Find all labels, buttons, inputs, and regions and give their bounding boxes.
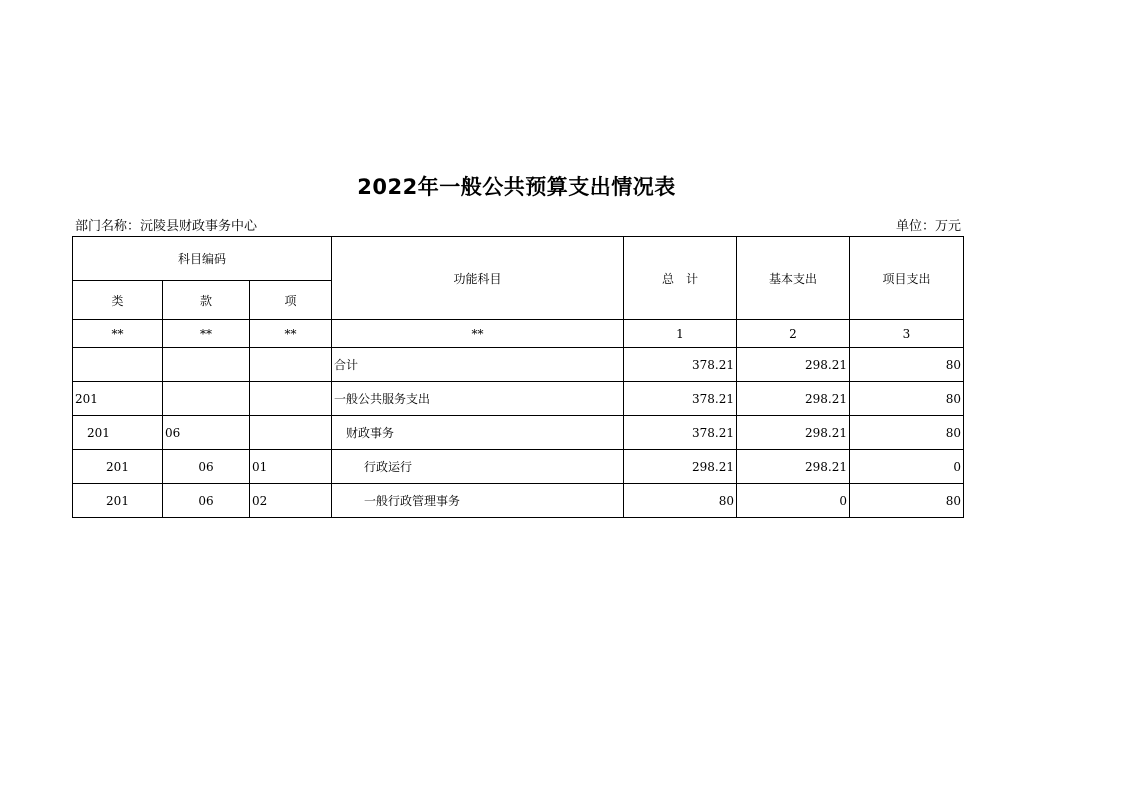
cell-name: 财政事务 [332,416,624,450]
cell-total: 80 [624,484,737,518]
cell-xiang: 01 [250,450,332,484]
table-row [73,450,964,484]
cell-xiang: 02 [250,484,332,518]
index-cell: ** [250,320,332,348]
cell-basic: 298.21 [737,382,850,416]
cell-xiang [250,416,332,450]
cell-project: 80 [850,382,964,416]
index-cell: 2 [737,320,850,348]
table-row-total [73,348,964,382]
index-cell: 1 [624,320,737,348]
header-subject-code: 科目编码 [73,237,332,281]
table-row [73,416,964,450]
page-title: 2022年一般公共预算支出情况表 [357,175,676,199]
header-kuan: 款 [163,281,250,320]
index-cell: ** [332,320,624,348]
cell-name: 合计 [332,348,624,382]
cell-xiang [250,382,332,416]
cell-total: 298.21 [624,450,737,484]
cell-total: 378.21 [624,382,737,416]
header-basic: 基本支出 [737,237,850,320]
cell-project: 80 [850,348,964,382]
cell-lei: 201 [73,416,163,450]
header-function-subject: 功能科目 [332,237,624,320]
cell-lei: 201 [73,450,163,484]
index-row [73,320,964,348]
cell-xiang [250,348,332,382]
header-total: 总 计 [624,237,737,320]
header-project: 项目支出 [850,237,964,320]
cell-kuan [163,348,250,382]
index-cell: ** [73,320,163,348]
header-row [73,237,964,281]
cell-name: 行政运行 [332,450,624,484]
cell-kuan: 06 [163,416,250,450]
cell-name: 一般行政管理事务 [332,484,624,518]
cell-total: 378.21 [624,348,737,382]
header-xiang: 项 [250,281,332,320]
index-cell: ** [163,320,250,348]
cell-lei: 201 [73,382,163,416]
cell-kuan: 06 [163,484,250,518]
cell-basic: 298.21 [737,416,850,450]
department-name: 部门名称：沅陵县财政事务中心 [75,219,258,234]
cell-basic: 298.21 [737,450,850,484]
cell-basic: 298.21 [737,348,850,382]
budget-table [72,236,964,518]
table-row [73,484,964,518]
cell-basic: 0 [737,484,850,518]
cell-lei [73,348,163,382]
cell-project: 0 [850,450,964,484]
index-cell: 3 [850,320,964,348]
cell-lei: 201 [73,484,163,518]
cell-project: 80 [850,484,964,518]
cell-kuan [163,382,250,416]
table-row [73,382,964,416]
cell-project: 80 [850,416,964,450]
cell-total: 378.21 [624,416,737,450]
unit-label: 单位：万元 [895,219,961,234]
cell-name: 一般公共服务支出 [332,382,624,416]
cell-kuan: 06 [163,450,250,484]
header-lei: 类 [73,281,163,320]
